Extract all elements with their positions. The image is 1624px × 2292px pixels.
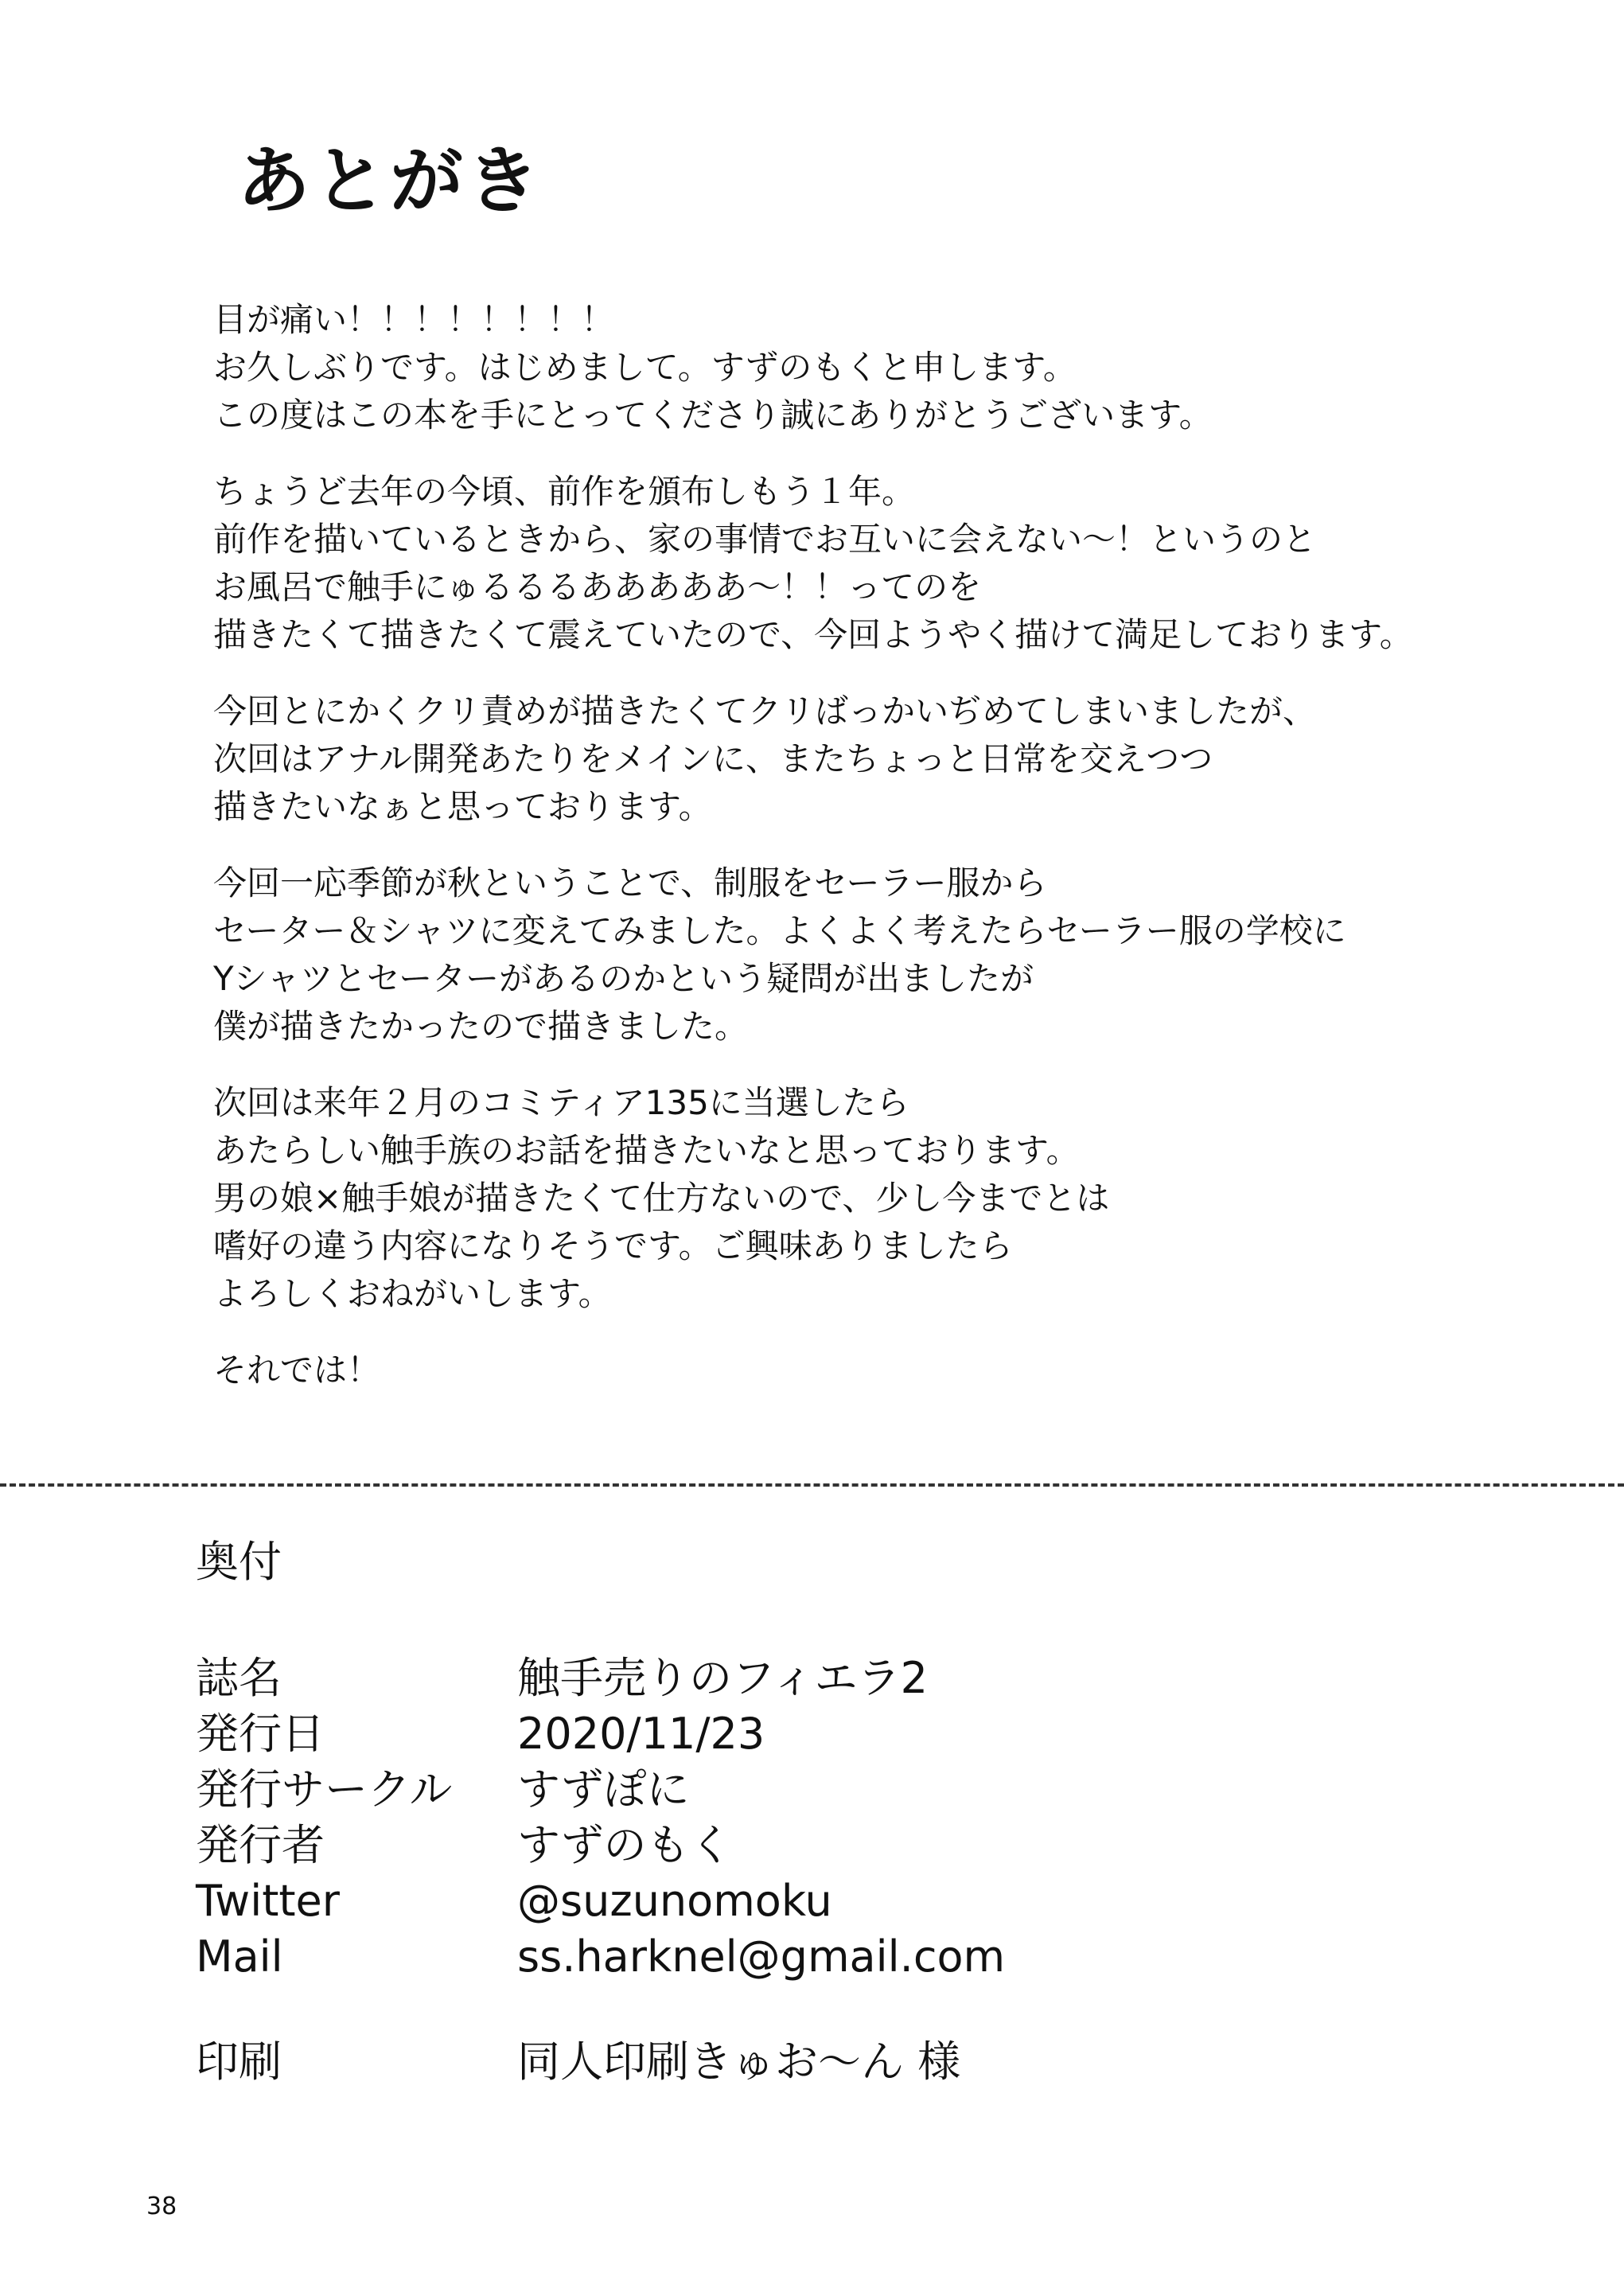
page-title: あとがき <box>237 138 543 224</box>
afterword-paragraph <box>213 1347 1598 1394</box>
text-line: 描きたいなぁと思っております。 <box>213 787 712 826</box>
text-line: あたらしい触手族のお話を描きたいなと思っております。 <box>213 1131 1080 1170</box>
page-number: 38 <box>146 2193 177 2220</box>
text-line: 前作を描いているときから、家の事情でお互いに会えない～！というのと <box>213 520 1317 559</box>
colophon-row-title <box>196 1651 1005 1706</box>
colophon-row-printer <box>196 2034 1005 2090</box>
text-line: 僕が描きたかったので描きました。 <box>213 1007 749 1046</box>
colophon-row-circle <box>196 1762 1005 1818</box>
text-line: 今回とにかくクリ責めが描きたくてクリばっかいぢめてしまいましたが、 <box>213 692 1317 731</box>
text-line: Yシャツとセーターがあるのかという疑問が出ましたが <box>213 959 1034 998</box>
text-line: ちょうど去年の今頃、前作を頒布しもう１年。 <box>213 472 916 511</box>
colophon-heading: 奥付 <box>196 1537 282 1587</box>
dashed-divider <box>0 1483 1624 1487</box>
text-line: 嗜好の違う内容になりそうです。ご興味ありましたら <box>213 1226 1013 1265</box>
colophon-value: すずぽに <box>517 1764 690 1814</box>
colophon-label: 印刷 <box>196 2037 282 2087</box>
text-line: 今回一応季節が秋ということで、制服をセーラー服から <box>213 863 1047 902</box>
colophon-label: Twitter <box>196 1876 340 1926</box>
text-line: よろしくおねがいします。 <box>213 1274 612 1313</box>
text-line: この度はこの本を手にとってくださり誠にありがとうございます。 <box>213 396 1213 435</box>
afterword-body <box>213 296 1598 1423</box>
colophon-value: @suzunomoku <box>517 1876 832 1926</box>
text-line: 次回は来年２月のコミティア135に当選したら <box>213 1083 909 1122</box>
colophon-label: 発行サークル <box>196 1764 453 1814</box>
afterword-paragraph <box>213 860 1598 1050</box>
afterword-paragraph <box>213 468 1598 659</box>
afterword-paragraph <box>213 1079 1598 1318</box>
colophon-value: 触手売りのフィエラ2 <box>517 1653 929 1703</box>
text-line: 目が痛い！！！！！！！！ <box>213 300 615 339</box>
text-line: お風呂で触手にゅるるるあああああ～！！ってのを <box>213 567 982 606</box>
colophon-row-twitter <box>196 1873 1005 1929</box>
colophon-table <box>196 1651 1005 2090</box>
text-line: それでは！ <box>213 1351 381 1390</box>
afterword-paragraph <box>213 296 1598 439</box>
colophon-row-mail <box>196 1929 1005 1985</box>
colophon-label: 発行者 <box>196 1820 325 1870</box>
afterword-paragraph <box>213 688 1598 831</box>
colophon-value: ss.harknel@gmail.com <box>517 1931 1006 1982</box>
colophon-label: Mail <box>196 1931 283 1982</box>
colophon-value: すずのもく <box>517 1820 733 1870</box>
colophon-label: 発行日 <box>196 1709 325 1759</box>
colophon-value: 2020/11/23 <box>517 1709 765 1759</box>
colophon-value: 同人印刷きゅお～ん 様 <box>517 2037 961 2087</box>
text-line: セーター＆シャツに変えてみました。よくよく考えたらセーラー服の学校に <box>213 911 1346 950</box>
text-line: 次回はアナル開発あたりをメインに、またちょっと日常を交えつつ <box>213 739 1213 778</box>
colophon-row-date <box>196 1706 1005 1762</box>
colophon-row-publisher <box>196 1818 1005 1873</box>
text-line: お久しぶりです。はじめまして。すずのもくと申します。 <box>213 348 1077 387</box>
text-line: 男の娘×触手娘が描きたくて仕方ないので、少し今までとは <box>213 1179 1110 1218</box>
colophon-label: 誌名 <box>196 1653 282 1703</box>
text-line: 描きたくて描きたくて震えていたので、今回ようやく描けて満足しております。 <box>213 615 1413 654</box>
